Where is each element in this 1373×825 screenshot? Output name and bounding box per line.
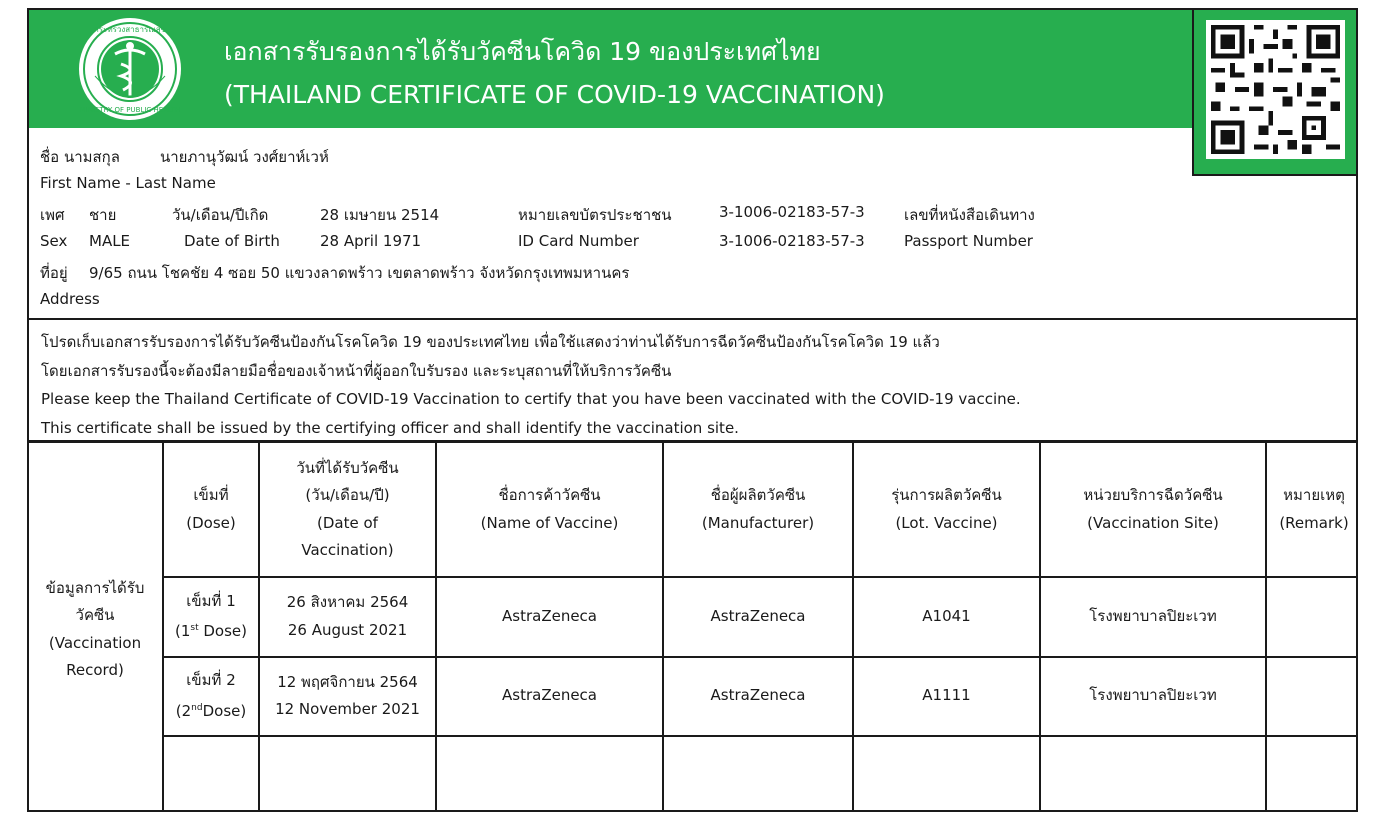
id-value-en-row: 3-1006-02183-57-3 <box>719 232 865 250</box>
notice-line-3: Please keep the Thailand Certificate of COVID-19 Vaccination to certify that you have been vaccinated with the COVID-19 vaccine. <box>41 390 1021 408</box>
notice-line-1: โปรดเก็บเอกสารรับรองการได้รับวัคซีนป้องกันโรคโควิด 19 ของประเทศไทย เพื่อใช้แสดงว่าท่านได้รับการฉีดวัคซีนป้องกันโรคโควิด 19 แล้ว <box>41 333 940 351</box>
personal-info <box>29 128 1192 318</box>
certificate-title-english: (THAILAND CERTIFICATE OF COVID-19 VACCINATION) <box>224 80 885 109</box>
column-header-manufacturer: ชื่อผู้ผลิตวัคซีน (Manufacturer) <box>663 442 853 577</box>
site-cell: โรงพยาบาลปิยะเวท <box>1040 577 1266 656</box>
certificate <box>27 8 1358 812</box>
column-header-site: หน่วยบริการฉีดวัคซีน (Vaccination Site) <box>1040 442 1266 577</box>
column-header-vaccine-name: ชื่อการค้าวัคซีน (Name of Vaccine) <box>436 442 663 577</box>
date-cell: 26 สิงหาคม 2564 26 August 2021 <box>259 577 436 656</box>
ministry-seal-logo <box>77 16 183 122</box>
vaccination-record-label: ข้อมูลการได้รับ วัคซีน (Vaccination Record) <box>28 442 163 812</box>
qr-code <box>1206 20 1345 159</box>
lot-cell: A1111 <box>853 657 1040 736</box>
remark-cell <box>1266 577 1358 656</box>
dob-value-th: 28 เมษายน 2514 <box>320 206 440 224</box>
sex-value-th: ชาย <box>89 206 117 224</box>
id-value-th-row: 3-1006-02183-57-3 <box>719 203 865 221</box>
empty-cell <box>259 736 436 812</box>
empty-cell <box>436 736 663 812</box>
passport-label-th: เลขที่หนังสือเดินทาง <box>904 206 1035 224</box>
dob-label-th: วัน/เดือน/ปีเกิด <box>172 206 269 224</box>
certificate-notice <box>41 328 1021 442</box>
empty-cell <box>1040 736 1266 812</box>
sex-value-en: MALE <box>89 232 131 250</box>
empty-cell <box>163 736 259 812</box>
id-label-th: หมายเลขบัตรประชาชน <box>518 206 672 224</box>
sex-label-en: Sex <box>40 232 68 250</box>
dob-value-en: 28 April 1971 <box>320 232 422 250</box>
manufacturer-cell: AstraZeneca <box>663 657 853 736</box>
column-header-remark: หมายเหตุ (Remark) <box>1266 442 1358 577</box>
vaccine-cell: AstraZeneca <box>436 577 663 656</box>
name-label-th: ชื่อ นามสกุล <box>40 148 120 166</box>
passport-label-en: Passport Number <box>904 232 1033 250</box>
remark-cell <box>1266 657 1358 736</box>
seal-text: MINISTRY OF PUBLIC HEALTH <box>79 106 181 114</box>
name-row <box>40 145 329 169</box>
column-header-dose: เข็มที่ (Dose) <box>163 442 259 577</box>
address-label-th: ที่อยู่ <box>40 264 68 282</box>
column-header-lot: รุ่นการผลิตวัคซีน (Lot. Vaccine) <box>853 442 1040 577</box>
dose-cell: เข็มที่ 2 (2ndDose) <box>163 657 259 736</box>
lot-cell: A1041 <box>853 577 1040 656</box>
table-header-row <box>28 442 1358 577</box>
notice-line-2: โดยเอกสารรับรองนี้จะต้องมีลายมือชื่อของเจ้าหน้าที่ผู้ออกใบรับรอง และระบุสถานที่ให้บริการวัคซีน <box>41 361 672 380</box>
certificate-header <box>29 10 1192 128</box>
notice-line-4: This certificate shall be issued by the certifying officer and shall identify the vaccination site. <box>41 418 739 437</box>
dob-label-en: Date of Birth <box>184 232 280 250</box>
table-row <box>28 577 1358 656</box>
sex-label-th: เพศ <box>40 206 65 224</box>
name-value: นายภานุวัฒน์ วงศ์ยาห์เวห์ <box>160 148 329 166</box>
dose-cell: เข็มที่ 1 (1st Dose) <box>163 577 259 656</box>
table-row-empty <box>28 736 1358 812</box>
divider <box>29 318 1358 320</box>
empty-cell <box>663 736 853 812</box>
qr-code-panel <box>1192 10 1358 176</box>
certificate-title-thai: เอกสารรับรองการได้รับวัคซีนโควิด 19 ของประเทศไทย <box>224 37 821 66</box>
site-cell: โรงพยาบาลปิยะเวท <box>1040 657 1266 736</box>
date-cell: 12 พฤศจิกายน 2564 12 November 2021 <box>259 657 436 736</box>
manufacturer-cell: AstraZeneca <box>663 577 853 656</box>
table-row <box>28 657 1358 736</box>
vaccination-record-table <box>28 441 1358 812</box>
vaccine-cell: AstraZeneca <box>436 657 663 736</box>
address-label-en: Address <box>40 290 100 308</box>
column-header-date: วันที่ได้รับวัคซีน (วัน/เดือน/ปี) (Date of Vaccination) <box>259 442 436 577</box>
name-label-en: First Name - Last Name <box>40 174 216 192</box>
address-value: 9/65 ถนน โชคชัย 4 ซอย 50 แขวงลาดพร้าว เขตลาดพร้าว จังหวัดกรุงเทพมหานคร <box>89 264 630 282</box>
empty-cell <box>1266 736 1358 812</box>
id-label-en: ID Card Number <box>518 232 639 250</box>
seal-text-th: กระทรวงสาธารณสุข <box>93 25 167 34</box>
empty-cell <box>853 736 1040 812</box>
